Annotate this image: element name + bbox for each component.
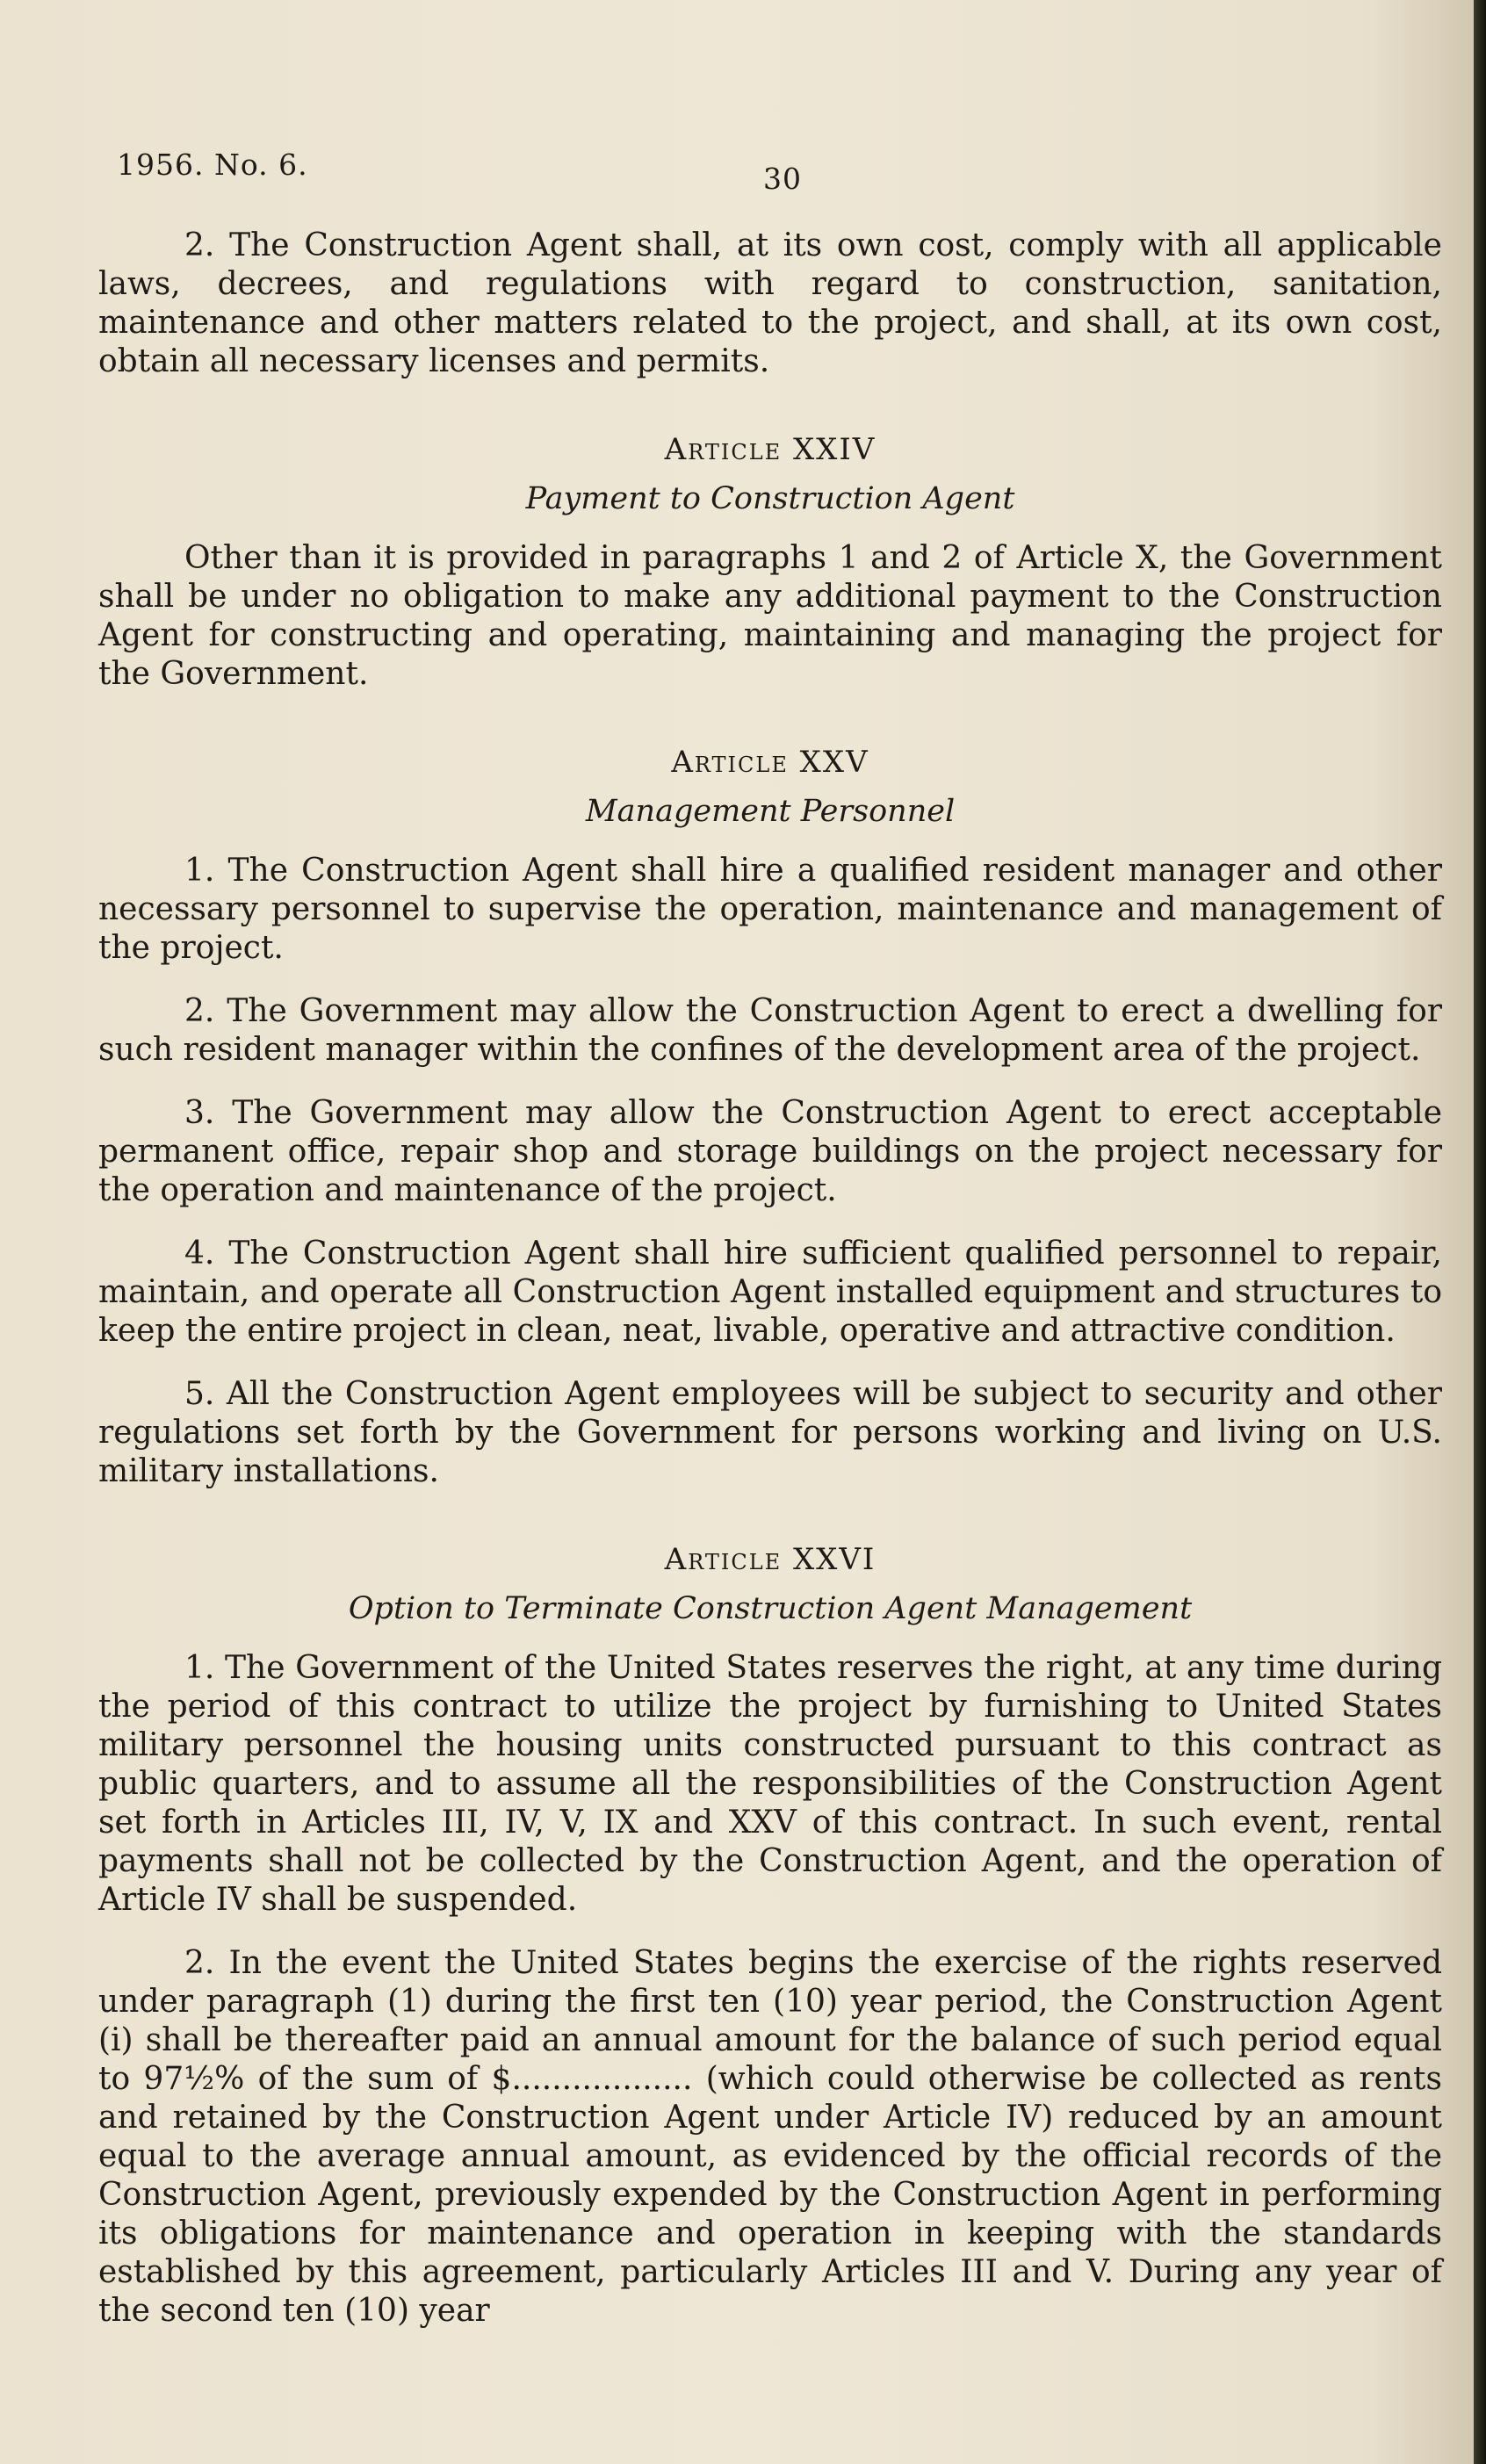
page-binding-edge <box>1474 0 1486 2464</box>
paragraph-xxv-4: 4. The Construction Agent shall hire sufficient qualified personnel to repair, maintain, and operate all Construction Agent installed equipment and structures to keep the entire project in clean, neat, livable, operative and attractive condition. <box>98 1236 1442 1349</box>
page-number: 30 <box>763 162 802 196</box>
page-body <box>98 227 1442 2331</box>
paragraph-xxv-3: 3. The Government may allow the Construction Agent to erect acceptable permanent office, repair shop and storage buildings on the project necessary for the operation and maintenance of the project. <box>98 1095 1442 1208</box>
paragraph-xxv-2: 2. The Government may allow the Construction Agent to erect a dwelling for such resident manager within the confines of the development area of the project. <box>98 993 1442 1068</box>
article-heading-xxvi: Article XXVI <box>664 1542 876 1577</box>
paragraph-xxvi-2: 2. In the event the United States begins the exercise of the rights reserved under paragraph (1) during the first ten (10) year period, the Construction Agent (i) shall be thereafter paid an annual amount for the balance of such period equal to 97½% of the sum of $.................. (which could otherwise be collected as rents and retained by the Construction Agent under Article IV) reduced by an amount equal to the average annual amount, as evidenced by the official records of the Construction Agent, previously expended by the Construction Agent in performing its obligations for maintenance and operation in keeping with the standards established by this agreement, particularly Articles III and V. During any year of the second ten (10) year <box>98 1945 1442 2329</box>
article-title-xxv: Management Personnel <box>585 794 956 829</box>
article-title-xxvi: Option to Terminate Construction Agent Management <box>348 1591 1193 1626</box>
article-heading-xxv: Article XXV <box>671 745 869 780</box>
paragraph-xxv-1: 1. The Construction Agent shall hire a qualified resident manager and other necessary personnel to supervise the operation, maintenance and management of the project. <box>98 853 1442 966</box>
article-title-xxiv: Payment to Construction Agent <box>525 481 1015 516</box>
paragraph-payment: Other than it is provided in paragraphs 1 and 2 of Article X, the Government shall be under no obligation to make any additional payment to the Construction Agent for constructing and operating, maintaining and managing the project for the Government. <box>98 540 1442 692</box>
year-number: 1956. No. 6. <box>117 148 308 182</box>
paragraph-xxvi-1: 1. The Government of the United States reserves the right, at any time during the period of this contract to utilize the project by furnishing to United States military personnel the housing units constructed pursuant to this contract as public quarters, and to assume all the responsibilities of the Construction Agent set forth in Articles III, IV, V, IX and XXV of this contract. In such event, rental payments shall not be collected by the Construction Agent, and the operation of Article IV shall be suspended. <box>98 1650 1442 1918</box>
paragraph-xxv-5: 5. All the Construction Agent employees will be subject to security and other regulations set forth by the Government for persons working and living on U.S. military installations. <box>98 1376 1442 1489</box>
paragraph-compliance: 2. The Construction Agent shall, at its own cost, comply with all applicable laws, decrees, and regulations with regard to construction, sanitation, maintenance and other matters related to the project, and shall, at its own cost, obtain all necessary licenses and permits. <box>98 227 1442 379</box>
article-heading-xxiv: Article XXIV <box>664 432 876 467</box>
